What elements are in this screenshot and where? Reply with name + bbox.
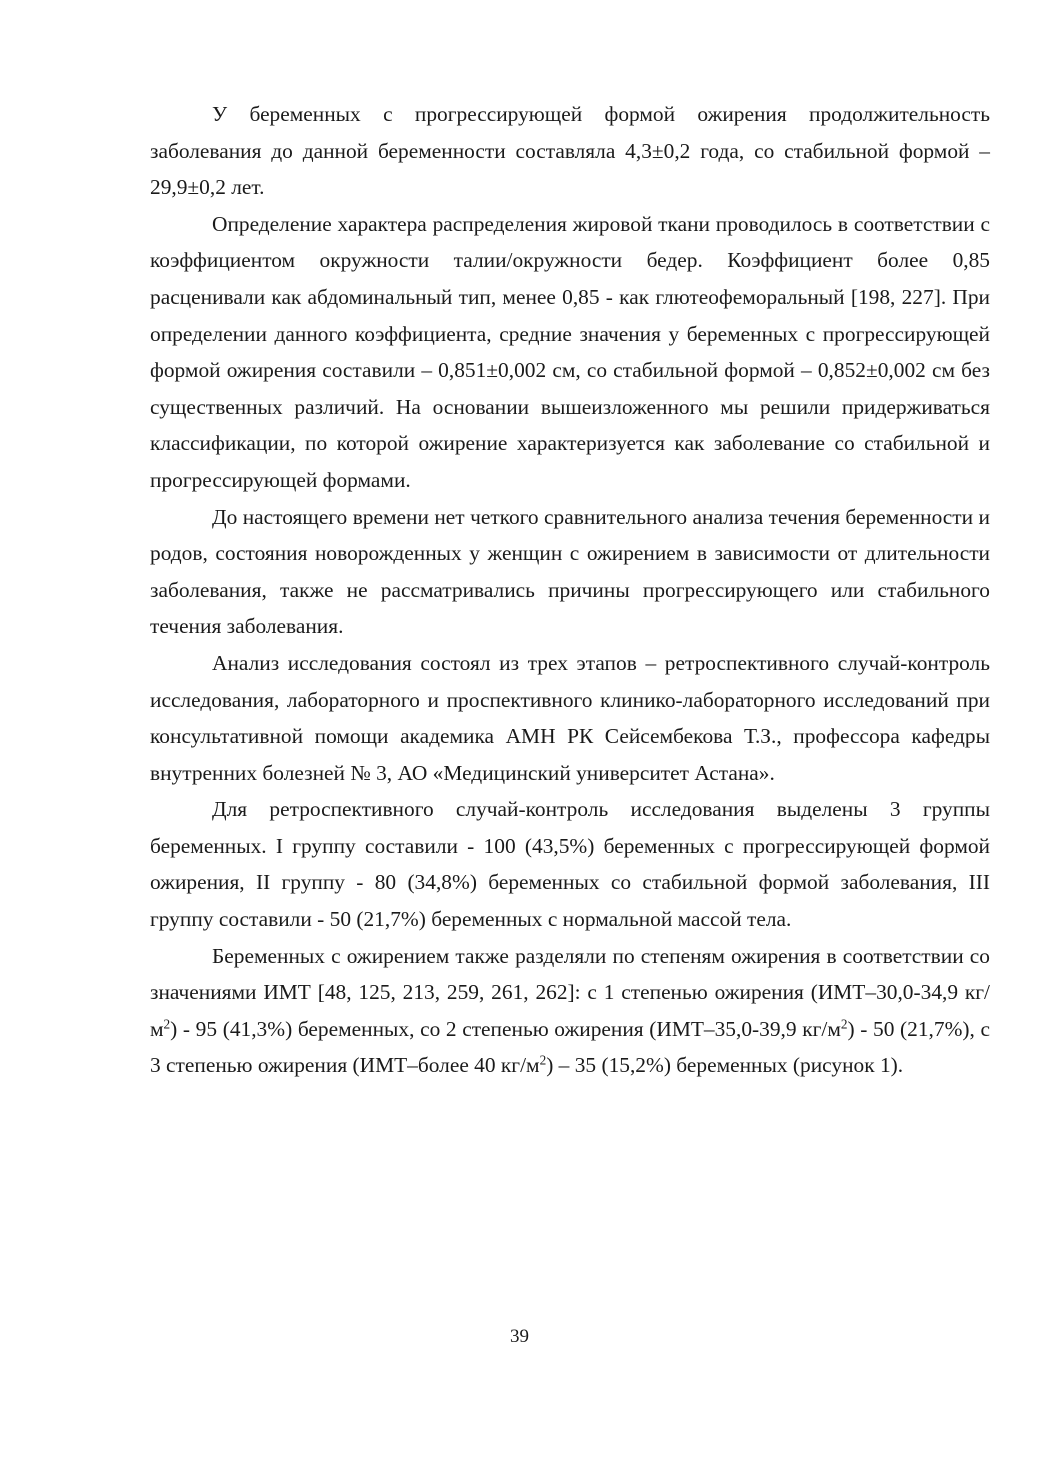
text-segment: Беременных с ожирением также разделяли по степеням ожирения в соответствии со значениями ИМТ [48, 125, 213, 259, 261, 262]: с 1 степенью ожирения (ИМТ–30,0-34,9 кг/м bbox=[150, 943, 990, 1041]
paragraph-fat-distribution: Определение характера распределения жировой ткани проводилось в соответствии с коэффициентом окружности талии/окружности бедер. Коэффициент более 0,85 расценивали как абдоминальный тип, менее 0,85 - как глютеофеморальный [198, 227]. При определении данного коэффициента, средние значения у беременных с прогрессирующей формой ожирения составили – 0,851±0,002 см, со стабильной формой – 0,852±0,002 см без существенных различий. На основании вышеизложенного мы решили придерживаться классификации, по которой ожирение характеризуется как заболевание со стабильной и прогрессирующей формами. bbox=[150, 211, 990, 492]
superscript: 2 bbox=[840, 1016, 848, 1032]
body-text bbox=[150, 96, 990, 1084]
paragraph-analysis-gap: До настоящего времени нет четкого сравнительного анализа течения беременности и родов, состояния новорожденных у женщин с ожирением в зависимости от длительности заболевания, также не рассматривались причины прогрессирующего или стабильного течения заболевания. bbox=[150, 504, 990, 639]
superscript: 2 bbox=[163, 1016, 171, 1032]
superscript: 2 bbox=[539, 1053, 547, 1069]
text-segment: ) - 95 (41,3%) беременных, со 2 степенью ожирения (ИМТ–35,0-39,9 кг/м bbox=[170, 1016, 841, 1041]
paragraph-obesity-degrees bbox=[150, 938, 990, 1084]
paragraph-study-stages: Анализ исследования состоял из трех этапов – ретроспективного случай-контроль исследования, лабораторного и проспективного клинико-лабораторного исследований при консультативной помощи академика АМН РК Сейсембекова Т.З., профессора кафедры внутренних болезней № 3, АО «Медицинский университет Астана». bbox=[150, 650, 990, 785]
text-segment: ) - 50 (21,7%), с 3 степенью ожирения (ИМТ–более 40 кг/м bbox=[150, 1016, 990, 1078]
text-segment: ) – 35 (15,2%) беременных (рисунок 1). bbox=[546, 1053, 904, 1078]
paragraph-study-groups: Для ретроспективного случай-контроль исследования выделены 3 группы беременных. I группу составили - 100 (43,5%) беременных с прогрессирующей формой ожирения, II группу - 80 (34,8%) беременных со стабильной формой заболевания, III группу составили - 50 (21,7%) беременных с нормальной массой тела. bbox=[150, 797, 990, 932]
page-number: 39 bbox=[510, 1326, 529, 1347]
paragraph-disease-duration: У беременных с прогрессирующей формой ожирения продолжительность заболевания до данной беременности составляла 4,3±0,2 года, со стабильной формой – 29,9±0,2 лет. bbox=[150, 102, 990, 200]
